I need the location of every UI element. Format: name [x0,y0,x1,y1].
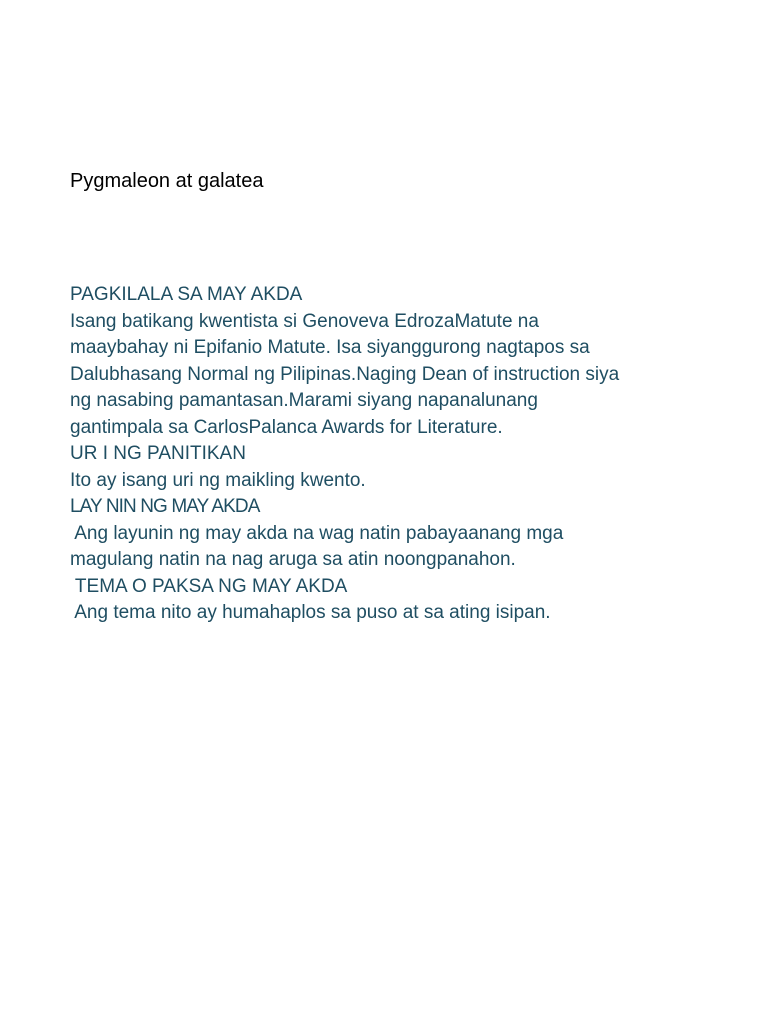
paragraph-line: Ang layunin ng may akda na wag natin pabayaanang mga [70,522,564,544]
paragraph-line: magulang natin na nag aruga sa atin noongpanahon. [70,549,516,570]
heading-layunin: LAY NIN NG MAY AKDA [70,496,260,517]
paragraph-line: Isang batikang kwentista si Genoveva EdrozaMatute na [70,310,539,332]
paragraph-line: Dalubhasang Normal ng Pilipinas.Naging Dean of instruction siya [70,363,620,385]
heading-uri: UR I NG PANITIKAN [70,443,246,464]
paragraph-line: Ang tema nito ay humahaplos sa puso at sa ating isipan. [70,602,551,623]
paragraph-line: gantimpala sa CarlosPalanca Awards for Literature. [70,416,503,438]
paragraph-line: Ito ay isang uri ng maikling kwento. [70,469,366,491]
heading-pagkilala: PAGKILALA SA MAY AKDA [70,284,303,305]
document-title: Pygmaleon at galatea [70,170,264,192]
paragraph-line: maaybahay ni Epifanio Matute. Isa siyanggurong nagtapos sa [70,337,590,358]
document-body [70,282,710,627]
paragraph-line: ng nasabing pamantasan.Marami siyang napanalunang [70,390,538,411]
heading-tema: TEMA O PAKSA NG MAY AKDA [70,575,348,597]
